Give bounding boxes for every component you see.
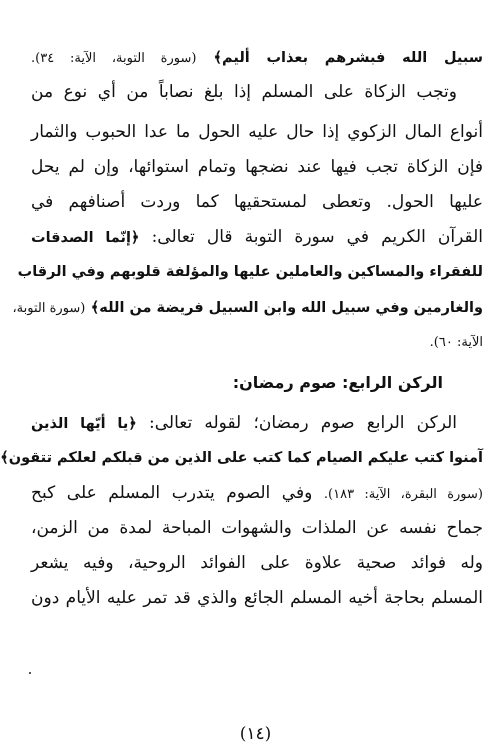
text-line-10 [31, 406, 483, 441]
text-line-6 [31, 220, 483, 255]
quran-quote: والغارمين وفي سبيل الله وابن السبيل فريضة من الله﴾ [90, 300, 483, 316]
text-line-8 [12, 290, 483, 325]
page-number: (١٤) [239, 724, 272, 744]
text-line-3: أنواع المال الزكوي إذا حال عليه الحول ما عدا الحبوب والثمار [31, 122, 483, 142]
verse-reference: (سورة البقرة، الآية: ١٨٣). [323, 487, 483, 502]
text-line-11: آمنوا كتب عليكم الصيام كما كتب على الذين من قبلكم لعلكم تتقون﴾ [0, 450, 483, 466]
text-line-7: للفقراء والمساكين والعاملين عليها والمؤلفة قلوبهم وفي الرقاب [17, 264, 483, 280]
quran-quote: سبيل الله فبشرهم بعذاب أليم﴾ [213, 50, 484, 66]
text-line-5: عليها الحول. وتعطى لمستحقيها كما وردت أصنافهم في [31, 192, 483, 212]
quran-quote: ﴿إنّما الصدقات [31, 230, 140, 246]
verse-reference: (سورة التوبة، [12, 301, 86, 316]
text-line-14: وله فوائد صحية علاوة على الفوائد الروحية، وفيه يشعر [31, 553, 483, 573]
page-body [0, 40, 484, 616]
paragraph-text: القرآن الكريم في سورة التوبة قال تعالى: [151, 227, 484, 247]
section-heading: الركن الرابع: صوم رمضان: [232, 373, 443, 392]
stray-mark [29, 672, 31, 674]
text-line-15: المسلم بحاجة أخيه المسلم الجائع والذي قد تمر عليه الأيام دون [31, 588, 483, 608]
text-line-13: جماح نفسه عن الملذات والشهوات المباحة لمدة من الزمن، [31, 518, 483, 538]
text-line-9: الآية: ٦٠). [429, 335, 483, 350]
text-line-4: فإن الزكاة تجب فيها عند نضجها وتمام استوائها، وإن لم يحل [31, 157, 483, 177]
verse-reference: (سورة التوبة، الآية: ٣٤). [31, 51, 197, 66]
text-line-12 [31, 476, 483, 511]
paragraph-text: الركن الرابع صوم رمضان؛ لقوله تعالى: [149, 413, 457, 433]
quran-quote: ﴿يا أيّها الذين [31, 416, 137, 432]
paragraph-text: وفي الصوم يتدرب المسلم على كبح [31, 483, 313, 503]
text-line-1 [31, 40, 483, 75]
text-line-2: وتجب الزكاة على المسلم إذا بلغ نصاباً من أي نوع من [31, 82, 457, 102]
